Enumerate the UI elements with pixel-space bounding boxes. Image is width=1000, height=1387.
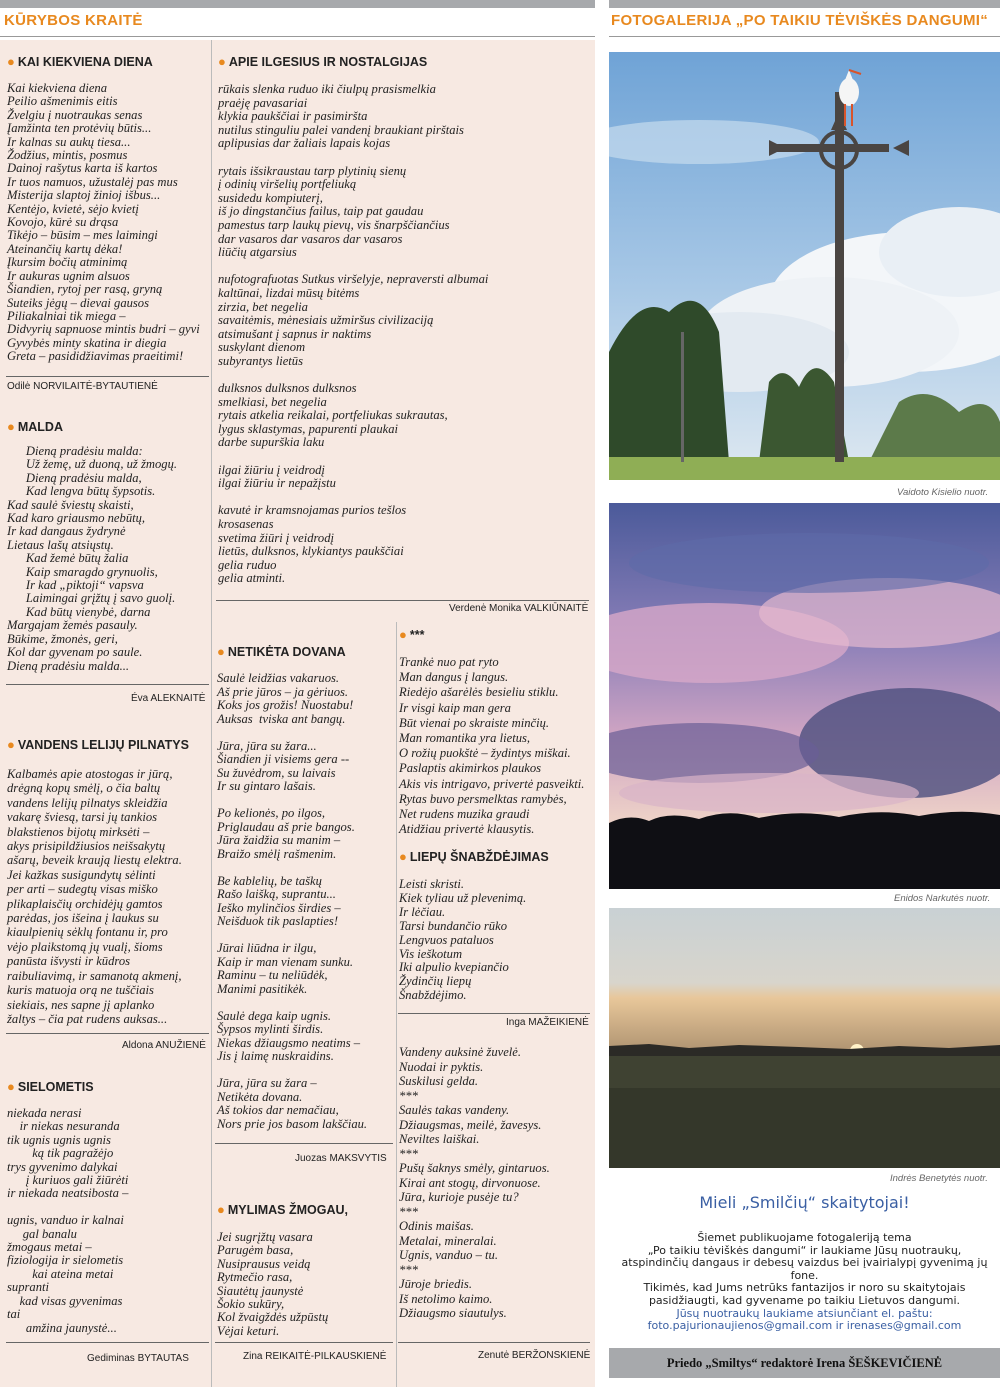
poem-author: Zina REIKAITĖ-PILKAUSKIENĖ [243,1351,387,1362]
poem-vandens-leliju-pilnatys [7,737,189,1026]
photo-cross-stork [609,52,1000,480]
author-rule [6,1033,209,1034]
poem-author: Zenutė BERŽONSKIENĖ [478,1350,591,1361]
bullet-icon: ● [399,627,407,642]
poem-text: rūkais slenka ruduo iki čiulpų prasismelkia praėję pavasariai klykia paukščiai ir pasimiršta nutilus stinguliu palei vandenį braukiant pirštais aplipusias dar žaliais lapais kojas rytais išsikraustau tarp plytinių sienų į odinių viršelių portfeliuką susidedu kompiuterį, iš jo dingstančius failus, taip pat gaudau pamestus tarp laukų pievų, vis šnarpščiančius dar vasaros dar vasaros dar vasaros liūčių atgarsius nufotografuotas Sutkus viršelyje, nepraversti albumai kaltūnai, lizdai mūsų bitėms zirzia, bet negelia savaitėmis, mėnesiais užmiršus civilizaciją atsimušant į sapnus ir naktims suskylant dienom subyrantys lietūs dulksnos dulksnos dulksnos smelkiasi, bet negelia rytais atkelia reikalai, portfeliukas sukrautas, lygus sklastymas, papurenti plaukai darbe supurškia laku ilgai žiūriu į veidrodį ilgai žiūriu ir nepažįstu kavutė ir kramsnojamas purios tešlos krosasenas svetima žiūri į veidrodį lietūs, dulksnos, klykiantys paukščiai gelia ruduo gelia atminti. [218,82,489,586]
invite-line: Tikimės, kad Jums netrūks fantazijos ir noro su skaitytojais [643,1281,966,1295]
poem-title: ● *** [399,627,425,642]
poems-panel [0,40,595,1387]
poem-liepu-snabzdejimas [399,849,549,1003]
poem-netiketa-dovana [217,644,367,1131]
poem-author: Inga MAŽEIKIENĖ [506,1017,589,1028]
poem-author: Gediminas BYTAUTAS [87,1353,189,1364]
author-rule [398,1342,590,1343]
invite-line: pasidžiaugti, kad gyvename po taikiu Lietuvos dangumi. [648,1293,961,1307]
photo-pink-clouds [609,503,1000,889]
poem-text: Kalbamės apie atostogas ir jūrą, drėgną kopų smėlį, o čia baltų vandens lelijų pilnatys skleidžia vakarę šviesą, tarsi jų tankios blakstienos bijotų mirksėti – akys prisipildžiusios neišsakytų ašarų, beveik kraują liestų elektra. Jei kažkas susigundytų sėlinti per arti – sudegtų visas miško plikaplaisčių orchidėjų gamtos parėdas, jos išeina į laukus su kiaulpienių sėklų fontanu ir, pro vėjo plaikstomą jų vualį, šioms panūsta išvysti ir kūdros raibuliavimą, ir samanotą akmenį, kuris matuoja orą ne tuščiais siekiais, nes sapne jį aplanko žaltys – čia pat rudens auksas... [7,767,182,1026]
invite-emails[interactable]: foto.pajurionaujienos@gmail.com ir irenases@gmail.com [647,1319,962,1333]
poem-author: Juozas MAKSVYTIS [295,1153,387,1164]
right-section-title: FOTOGALERIJA „PO TAIKIU TĖVIŠKĖS DANGUMI“ [611,12,989,29]
bullet-icon: ● [218,54,226,69]
poem-author: Verdenė Monika VALKIŪNAITĖ [449,603,589,614]
invite-heading: Mieli „Smilčių“ skaitytojai! [699,1193,910,1212]
poem-sielometis [7,1079,128,1335]
poem-title: ● MALDA [7,419,63,434]
photo-credit: Vaidoto Kisielio nuotr. [897,487,989,498]
poem-text: Kai kiekviena diena Peilio ašmenimis eitis Žvelgiu į nuotraukas senas Įamžinta ten protėvių būtis... Ir kalnas su aukų tiesa... Žodžius, mintis, posmus Dainoj rašytus karta iš kartos Ir tuos namuos, užustalėj pas mus Misterija slaptoj žinioj išbus... Kentėjo, kvietė, sėjo kvietį Kovojo, kūrė su drąsa Tikėjo – būsim – mes laimingi Ateinančių kartų dėka! Įkursim bočių atminimą Ir aukuras ugnim alsuos Šiandien, rytoj per rasą, gryną Suteiks jėgų – dievai gausos Piliakalniai tik miega – Didvyrių sapnuose mintis budri – gyvi Gyvybės minty skatina ir diegia Greta – pasididžiavimas praeitimi! [7,81,200,364]
photo-pink-clouds-image [609,503,1000,889]
bullet-icon: ● [217,644,225,659]
poem-title: ● SIELOMETIS [7,1079,94,1094]
photo-credit: Enidos Narkutės nuotr. [894,893,991,904]
bullet-icon: ● [7,1079,15,1094]
photo-credit: Indrės Benetytės nuotr. [890,1173,988,1184]
invite-line: „Po taikiu tėviškės dangumi“ ir laukiame Jūsų nuotraukų, [647,1243,962,1257]
right-section-rule [609,36,1000,37]
left-section-rule [0,36,595,37]
poem-title: ● NETIKĖTA DOVANA [217,644,346,659]
left-top-bar [0,0,595,8]
poem-text: Jei sugrįžtų vasara Parugėm basa, Nusiprausus veidą Rytmečio rasa, Siautėtų jaunystė Šokio sukūry, Kol žvaigždės užpūstų Vėjai keturi. [217,1230,329,1338]
poem-title: ● VANDENS LELIJŲ PILNATYS [7,737,189,752]
poem-text: Leisti skristi. Kiek tyliau už plevenimą. Ir lėčiau. Tarsi bundančio rūko Lengvuos pataluos Vis ieškotum Iki alpulio kvepiančio Žydinčių liepų Šnabždėjimo. [399,877,527,1003]
poem-malda [7,419,177,673]
poem-text: Trankė nuo pat ryto Man dangus į langus. Riedėjo ašarėlės besieliu stiklu. Ir visgi kaip man gera Būt vienai po skraiste minčių. Man romantika yra lietus, O rožių puokštė – žydintys miškai. Paslaptis akimirkos plaukos Akis vis intrigavo, privertė pasveikti. Rytas buvo persmelktas ramybės, Net rudens muzika graudi Atidžiau privertė klausytis. [399,655,585,837]
poem-text: niekada nerasi ir niekas nesuranda tik ugnis ugnis ugnis ką tik pagražėjo trys gyvenimo dalykai į kuriuos gali žiūrėti ir niekada neatsibosta – ugnis, vanduo ir kalnai gal banalu žmogaus metai – fiziologija ir sielometis kai ateina metai supranti kad visas gyvenimas tai amžina jaunystė... [7,1106,129,1335]
author-rule [6,376,209,377]
bullet-icon: ● [7,737,15,752]
poem-haiku-series [399,1045,550,1321]
poem-title: ● LIEPŲ ŠNABŽDĖJIMAS [399,849,549,864]
author-rule [215,1342,393,1343]
poem-author: Odilė NORVILAITĖ-BYTAUTIENĖ [7,381,158,392]
bullet-icon: ● [399,849,407,864]
left-section-title: KŪRYBOS KRAITĖ [4,12,143,29]
poem-text: Dieną pradėsiu malda: Už žemę, už duoną, už žmogų. Dieną pradėsiu malda, Kad lengva būtų šypsotis. Kad saulė šviestų skaisti, Kad karo griausmo nebūtų, Ir kad dangaus žydrynė Lietaus lašų atsiųstų. Kad žemė būtų žalia Kaip smaragdo grynuolis, Ir kad „piktoji“ vapsva Laimingai grįžtų į savo guolį. Kad būtų vienybė, darna Margajam žemės pasauly. Būkime, žmonės, geri, Kol dar gyvenam po saule. Dieną pradėsiu malda... [7,444,178,673]
poem-stars [399,627,584,837]
photo-sunset-field-image [609,908,1000,1168]
photo-cross-stork-image [609,52,1000,480]
poem-title: ● MYLIMAS ŽMOGAU, [217,1202,348,1217]
column-divider-1 [211,40,212,1387]
poem-mylimas-zmogau [217,1202,348,1338]
poem-text: Vandeny auksinė žuvelė. Nuodai ir pyktis. Suskilusi gelda. *** Saulės takas vandeny. Džiaugsmas, meilė, žavesys. Neviltes laiškai. *** Pušų šaknys smėly, gintaruos. Kirai ant stogų, dirvonuose. Jūra, kurioje pusėje tu? *** Odinis maišas. Metalai, mineralai. Ugnis, vanduo – tu. *** Jūroje briedis. Iš netolimo kaimo. Džiaugsmo siautulys. [399,1045,550,1320]
invite-line: Šiemet publikuojame fotogaleriją tema [697,1231,912,1244]
bullet-icon: ● [7,419,15,434]
poem-text: Saulė leidžias vakaruos. Aš prie jūros – ja gėriuos. Koks jos grožis! Nuostabu! Auksas tviska ant bangų. Jūra, jūra su žara... Šiandien ji visiems gera -- Su žuvėdrom, su laivais Ir su gintaro lašais. Po kelionės, po ilgos, Priglaudau aš prie bangos. Jūra žaidžia su manim – Braižo smėlį rašmenim. Be kablelių, be taškų Rašo laišką, suprantu... Ieško mylinčios širdies – Neišduok tik paslapties! Jūrai liūdna ir ilgu, Kaip ir man vienam sunku. Raminu – tu neliūdėk, Manimi pasitikėk. Saulė dega kaip ugnis. Šypsos mylinti širdis. Niekas džiaugsmo neatims – Jis į laimę nuskraidins. Jūra, jūra su žara – Netikėta dovana. Aš tokios dar nemačiau, Nors prie jos basom lakščiau. [217,671,368,1131]
invite-line: atspindinčių dangaus ir debesų vaizdus bei įvairialypį gyvenimą jų fone. [621,1256,988,1282]
invite-text [609,1232,1000,1333]
author-rule [6,684,209,685]
column-divider-2 [396,622,397,1387]
right-top-bar [609,0,1000,8]
bullet-icon: ● [217,1202,225,1217]
poem-author: Éva ALEKNAITĖ [131,693,206,704]
poem-kai-kiekviena-diena [7,54,200,364]
invite-line: Jūsų nuotraukų laukiame atsiunčiant el. paštu: [676,1306,933,1320]
photo-sunset-field [609,908,1000,1168]
author-rule [398,1013,590,1014]
poem-apie-ilgesius [218,54,488,586]
author-rule [6,1342,209,1343]
poem-title: ● KAI KIEKVIENA DIENA [7,54,153,69]
poem-author: Aldona ANUŽIENĖ [122,1040,206,1051]
author-rule [216,600,589,601]
author-rule [215,1143,393,1144]
editor-footer: Priedo „Smiltys“ redaktorė Irena ŠEŠKEVIČIENĖ [609,1348,1000,1378]
bullet-icon: ● [7,54,15,69]
poem-title: ● APIE ILGESIUS IR NOSTALGIJAS [218,54,428,69]
